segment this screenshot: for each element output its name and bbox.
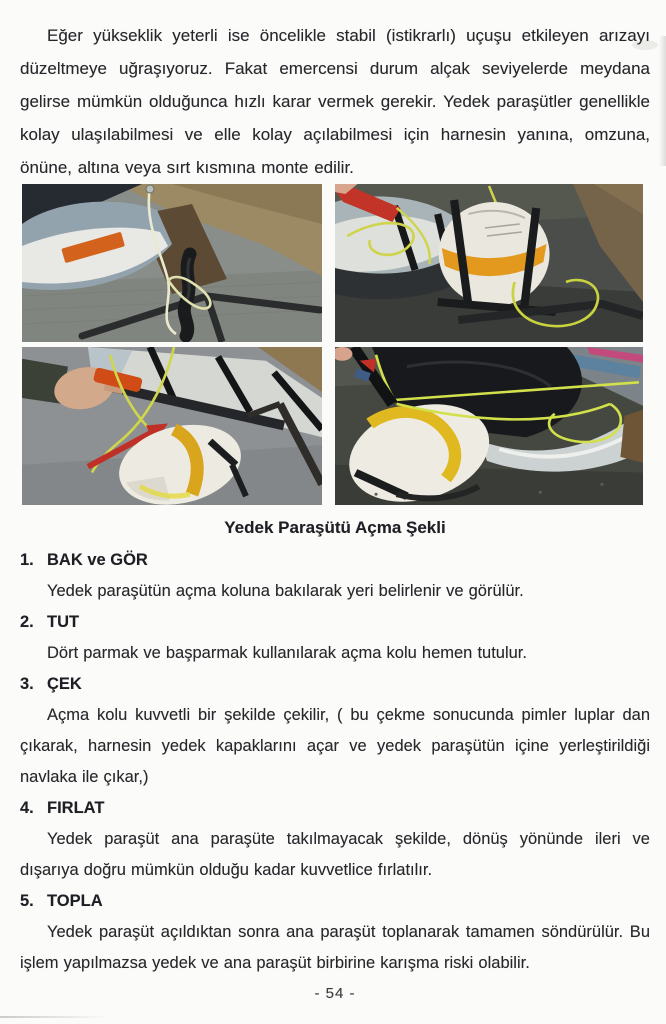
scan-artifact-bottom-line: [0, 1016, 110, 1018]
step-title-label: TUT: [47, 613, 80, 631]
photo-deployment-bag-extracted: [335, 347, 643, 505]
step-title-label: FIRLAT: [47, 799, 105, 817]
handle-pulled-illustration: [22, 347, 322, 505]
step-title-label: BAK ve GÖR: [47, 551, 148, 569]
steps-list: [20, 545, 650, 979]
step-description: Yedek paraşütün açma koluna bakılarak yeri belirlenir ve görülür.: [47, 582, 524, 600]
photo-handle-pulled-arrow: [22, 347, 322, 505]
step-title-label: ÇEK: [47, 675, 82, 693]
step-title: [20, 607, 650, 638]
step-description: Yedek paraşüt ana paraşüte takılmayacak şekilde, dönüş yönünde ileri ve dışarıya doğru mümkün olduğu kadar kuvvetlice fırlatılır.: [20, 830, 650, 879]
page-number: - 54 -: [314, 985, 356, 1002]
photo-harness-handle-stowed: [22, 184, 322, 342]
step-title: [20, 669, 650, 700]
photo-reserve-container-located: [335, 184, 643, 342]
step-title-label: TOPLA: [47, 892, 103, 910]
step-number: 4.: [20, 799, 34, 817]
step-number: 1.: [20, 551, 34, 569]
step-description: Yedek paraşüt açıldıktan sonra ana paraşüt toplanarak tamamen söndürülür. Bu işlem yapılmazsa yedek ve ana paraşüt birbirine karışma riski olabilir.: [20, 923, 650, 972]
scan-artifact-right-edge: [659, 36, 666, 166]
figure-caption: Yedek Paraşütü Açma Şekli: [224, 518, 446, 537]
intro-paragraph: Eğer yükseklik yeterli ise öncelikle stabil (istikrarlı) uçuşu etkileyen arızayı düzeltmeye uğraşıyoruz. Fakat emercensi durum alçak seviyelerde meydana gelirse mümkün olduğunca hızlı karar vermek gerekir. Yedek paraşütler genellikle kolay ulaşılabilmesi ve elle kolay açılabilmesi için harnesin yanına, omzuna, önüne, altına veya sırt kısmına monte edilir.: [20, 26, 650, 177]
step-title: [20, 886, 650, 917]
reserve-container-illustration: [335, 184, 643, 342]
step-number: 5.: [20, 892, 34, 910]
step-description: Açma kolu kuvvetli bir şekilde çekilir, ( bu çekme sonucunda pimler luplar dan çıkarak, harnesin yedek kapaklarını açar ve yedek paraşütün içine yerleştirildiği navlaka ile çıkar,): [20, 706, 650, 786]
step-title: [20, 793, 650, 824]
harness-photo-illustration: [22, 184, 322, 342]
step-number: 3.: [20, 675, 34, 693]
deployment-bag-illustration: [335, 347, 643, 505]
step-description: Dört parmak ve başparmak kullanılarak açma kolu hemen tutulur.: [47, 644, 527, 662]
step-number: 2.: [20, 613, 34, 631]
figure-photo-grid: [22, 184, 643, 505]
step-title: [20, 545, 650, 576]
